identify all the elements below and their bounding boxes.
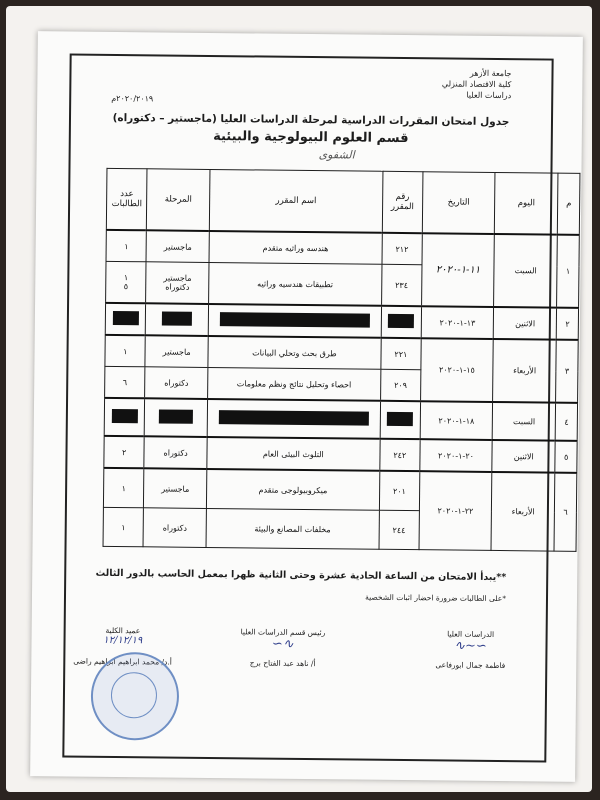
official-seal bbox=[90, 652, 179, 741]
cell-date: ١٨-١-٢٠٢٠ bbox=[420, 401, 493, 440]
cell-course: التلوث البيئى العام bbox=[207, 437, 380, 471]
cell-code: ٢١٢ bbox=[382, 233, 422, 265]
cell-students: ١ bbox=[105, 335, 146, 367]
exam-time-note: **يبدأ الامتحان من الساعة الحادية عشرة وحتى الثانية ظهرا بمعمل الحاسب بالدور الثالث bbox=[95, 567, 507, 584]
exam-schedule-table bbox=[103, 168, 581, 552]
cell-level: دكتوراه bbox=[145, 367, 208, 399]
cell-code: ٢٣٤ bbox=[381, 264, 421, 306]
cell-level: ماجستير bbox=[144, 468, 207, 508]
redacted-code bbox=[380, 401, 420, 439]
signature-block-right bbox=[435, 629, 505, 670]
redacted-students bbox=[104, 398, 145, 436]
table-row bbox=[106, 230, 579, 266]
cell-date: ٢٠-١-٢٠٢٠ bbox=[420, 439, 493, 472]
cell-students: ١ ٥ bbox=[106, 261, 147, 303]
academic-year: ٢٠٢٠/٢٠١٩م bbox=[111, 93, 154, 104]
header-date: التاريخ bbox=[422, 172, 495, 234]
header-code: رقم المقرر bbox=[382, 171, 423, 233]
cell-day: السبت bbox=[494, 234, 558, 308]
header-day: اليوم bbox=[495, 172, 559, 234]
cell-level: ماجستير bbox=[146, 230, 209, 262]
redacted-course bbox=[208, 304, 381, 338]
header-num: م bbox=[558, 173, 580, 235]
redacted-level bbox=[145, 398, 208, 437]
cell-date: ٢٢-١-٢٠٢٠ bbox=[419, 471, 492, 550]
cell-day: الأربعاء bbox=[493, 339, 557, 403]
handwritten-note: الشفوى bbox=[318, 148, 355, 162]
cell-students: ١ bbox=[103, 507, 144, 546]
cell-students: ٦ bbox=[105, 366, 146, 398]
photo-frame bbox=[6, 6, 592, 792]
redacted-course bbox=[207, 399, 380, 439]
right-sig-title: الدراسات العليا bbox=[447, 629, 495, 639]
cell-course: هندسه وراثيه متقدم bbox=[209, 231, 382, 264]
cell-course: مخلفات المصانع والبيئة bbox=[206, 508, 379, 549]
cell-code: ٢٢١ bbox=[381, 338, 421, 370]
left-sig-title: عميد الكلية bbox=[105, 625, 141, 636]
cell-date: ١١-١-٢٠٢٠ bbox=[421, 233, 494, 307]
table-row-redacted bbox=[104, 398, 577, 441]
document-page bbox=[30, 31, 583, 782]
table-row bbox=[105, 335, 578, 371]
cell-code: ٢٤٢ bbox=[380, 439, 420, 471]
middle-sig-title: رئيس قسم الدراسات العليا bbox=[240, 627, 326, 638]
cell-day: الاثنين bbox=[492, 440, 555, 473]
right-signature-scribble: ∼∽∿ bbox=[454, 638, 487, 654]
cell-num: ٥ bbox=[555, 441, 577, 473]
cell-course: طرق بحث وتحلي البيانات bbox=[208, 336, 381, 369]
cell-course: احصاء وتحليل نتائج ونظم معلومات bbox=[207, 367, 380, 400]
cell-level: ماجستير دكتوراه bbox=[146, 262, 209, 304]
section-name: دراسات العليا bbox=[466, 90, 512, 101]
cell-day: الاثنين bbox=[493, 307, 556, 340]
department-title: قسم العلوم البيولوجية والبيئية bbox=[213, 129, 409, 147]
middle-signature-scribble: ∿∼ bbox=[271, 636, 294, 652]
university-name: جامعة الأزهر bbox=[469, 68, 512, 79]
cell-num: ٣ bbox=[556, 340, 578, 403]
cell-code: ٢٤٤ bbox=[379, 510, 419, 549]
org-block bbox=[442, 67, 512, 101]
header-level: المرحلة bbox=[147, 169, 210, 231]
cell-num: ٦ bbox=[554, 473, 577, 552]
table-row-redacted bbox=[105, 303, 578, 340]
cell-course: ميكروبيولوجى متقدم bbox=[206, 469, 379, 510]
id-note: *على الطالبات ضرورة احضار اثبات الشخصية bbox=[365, 592, 507, 604]
signature-block-middle bbox=[240, 627, 325, 668]
cell-num: ١ bbox=[557, 235, 579, 308]
redacted-level bbox=[146, 303, 209, 336]
cell-date: ١٥-١-٢٠٢٠ bbox=[420, 338, 493, 402]
cell-students: ٢ bbox=[104, 436, 145, 468]
cell-level: دكتوراه bbox=[144, 436, 207, 469]
cell-level: دكتوراه bbox=[143, 508, 206, 548]
document-title: جدول امتحان المقررات الدراسية لمرحلة الدراسات العليا (ماجستير – دكتوراه) bbox=[112, 111, 510, 129]
table-row bbox=[104, 436, 577, 473]
redacted-code bbox=[381, 306, 421, 338]
cell-course: تطبيقات هندسيه وراثيه bbox=[208, 262, 381, 305]
cell-day: السبت bbox=[492, 402, 555, 441]
redacted-students bbox=[105, 303, 146, 335]
middle-sig-name: أ/ ناهد عبد الفتاح برج bbox=[249, 658, 316, 669]
left-sig-date: ١٢/١٢/١٩ bbox=[103, 634, 143, 647]
table-row bbox=[103, 468, 576, 512]
cell-date: ١٣-١-٢٠٢٠ bbox=[421, 306, 494, 339]
cell-level: ماجستير bbox=[145, 335, 208, 367]
cell-code: ٢٠١ bbox=[379, 471, 419, 511]
cell-day: الأربعاء bbox=[491, 472, 555, 551]
left-sig-name: أ.د/ محمد ابراهيم ابراهيم راضى bbox=[73, 656, 172, 667]
header-course: اسم المقرر bbox=[209, 169, 383, 232]
cell-students: ١ bbox=[103, 468, 144, 508]
cell-num: ٤ bbox=[555, 403, 577, 441]
cell-code: ٢٠٩ bbox=[380, 369, 420, 401]
header-students: عدد الطالبات bbox=[106, 168, 147, 230]
cell-num: ٢ bbox=[557, 308, 579, 340]
table-header-row bbox=[106, 168, 580, 234]
cell-students: ١ bbox=[106, 230, 147, 262]
right-sig-name: فاطمة جمال ابورفاعى bbox=[435, 660, 506, 671]
faculty-name: كلية الاقتصاد المنزلي bbox=[441, 79, 512, 90]
